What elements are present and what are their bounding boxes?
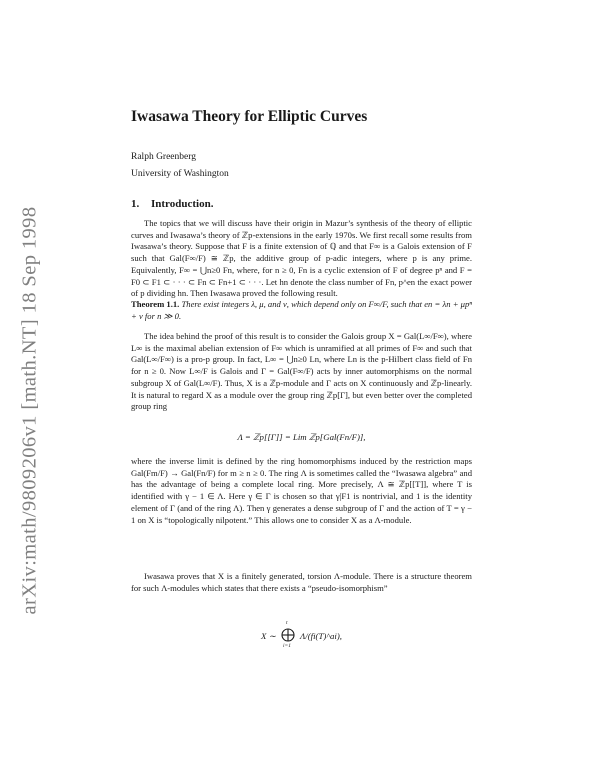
paragraph-galois-group: The idea behind the proof of this result is to consider the Galois group X = Gal(L∞/F∞), where L∞ is the maximal abelian extension of F∞ which is unramified at all primes of F∞ and such that Gal(L∞/F∞) is a pro-p group. In fact, L∞ = ⋃n≥0 Ln, where Ln is the p-Hilbert class field of Fn for n ≥ 0. Now L∞/F is Galois and Γ = Gal(F∞/F) acts by inner automorphisms on the normal subgroup X of Gal(L∞/F). Thus, X is a ℤp-module and Γ acts on X continuously and ℤp-linearly. It is natural to regard X as a module over the group ring ℤp[Γ], but even better over the completed group ring xyxy=(131,331,472,412)
sum-upper-limit: t xyxy=(285,620,288,626)
paragraph-restriction-maps: where the inverse limit is defined by the ring homomorphisms induced by the restriction maps Gal(Fm/F) → Gal(Fn/F) for m ≥ n ≥ 0. The ring Λ is sometimes called the “Iwasawa algebra” and has the advantage of being a complete local ring. More precisely, Λ ≅ ℤp[[T]], where T is identified with γ − 1 ∈ Λ. Here γ ∈ Γ is chosen so that γ|F1 is nontrivial, and 1 is the identity element of Γ (and of the ring Λ). Then γ generates a dense subgroup of Γ and the action of T = γ − 1 on X is “topologically nilpotent.” This allows one to consider X as a Λ-module. xyxy=(131,456,472,525)
author-affiliation: University of Washington xyxy=(131,169,229,179)
paragraph-intro: The topics that we will discuss have their origin in Mazur’s synthesis of the theory of elliptic curves and Iwasawa’s theory of ℤp-extensions in the early 1970s. We first recall some results from Iwasawa’s theory. Suppose that F is a finite extension of ℚ and that F∞ is a Galois extension of F such that Gal(F∞/F) ≅ ℤp, the additive group of p-adic integers, where p is any prime. Equivalently, F∞ = ⋃n≥0 Fn, where, for n ≥ 0, Fn is a cyclic extension of F of degree pⁿ and F = F0 ⊂ F1 ⊂ · · · ⊂ Fn ⊂ Fn+1 ⊂ · · ·. Let hn denote the class number of Fn, p^en the exact power of p dividing hn. Then Iwasawa proved the following result. xyxy=(131,218,472,299)
theorem-label: Theorem 1.1. xyxy=(131,299,180,309)
paper-title: Iwasawa Theory for Elliptic Curves xyxy=(131,108,368,125)
equation-iwasawa-algebra: Λ = ℤp[[Γ]] = Lim ℤp[Gal(Fn/F)], xyxy=(237,432,366,442)
equation-pseudo-isomorphism xyxy=(131,617,472,649)
paragraph-structure-theorem: Iwasawa proves that X is a finitely generated, torsion Λ-module. There is a structure theorem for such Λ-modules which states that there exists a “pseudo-isomorphism” xyxy=(131,571,472,593)
sum-lower-limit: i=1 xyxy=(282,643,291,649)
section-heading xyxy=(131,198,213,210)
direct-sum-icon xyxy=(281,620,295,649)
eq2-left: X ∼ xyxy=(261,631,276,641)
author-name: Ralph Greenberg xyxy=(131,152,196,162)
theorem-statement: There exist integers λ, μ, and ν, which depend only on F∞/F, such that en = λn + μpⁿ + ν for n ≫ 0. xyxy=(131,299,472,321)
section-number: 1. xyxy=(131,198,140,210)
arxiv-identifier xyxy=(18,190,42,630)
eq2-right: Λ/(fi(T)^ai), xyxy=(299,631,342,641)
theorem-1-1 xyxy=(131,299,472,322)
section-title: Introduction. xyxy=(151,198,214,210)
arxiv-identifier-text: arXiv:math/9809206v1 [math.NT] 18 Sep 1998 xyxy=(18,206,41,614)
